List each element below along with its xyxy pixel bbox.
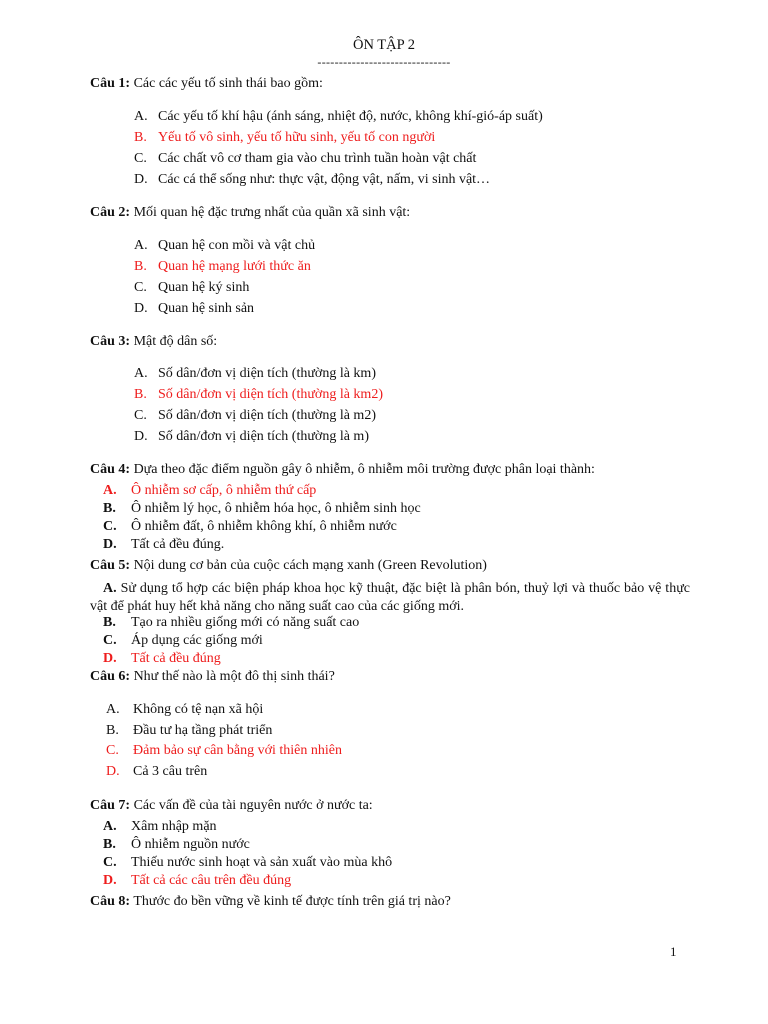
q3-option-a: A. Số dân/đơn vị diện tích (thường là km) — [134, 366, 376, 381]
q2-option-a: A. Quan hệ con mồi và vật chủ — [134, 238, 316, 253]
q3-option-b-answer: B. Số dân/đơn vị diện tích (thường là km2) — [134, 387, 383, 402]
q2-option-d: D. Quan hệ sinh sản — [134, 301, 255, 316]
question-text: Các vấn đề của tài nguyên nước ở nước ta: — [133, 798, 373, 813]
question-4 — [90, 462, 595, 478]
q6-option-a: A. Không có tệ nạn xã hội — [106, 702, 264, 717]
question-number: Câu 7: — [90, 798, 131, 813]
q7-option-c: C. Thiếu nước sinh hoạt và sản xuất vào mùa khô — [103, 855, 393, 870]
question-7 — [90, 798, 373, 814]
question-text: Nội dung cơ bản của cuộc cách mạng xanh (Green Revolution) — [133, 558, 487, 573]
q6-option-b: B. Đầu tư hạ tầng phát triển — [106, 723, 273, 738]
q4-option-a-answer: A. Ô nhiễm sơ cấp, ô nhiễm thứ cấp — [103, 483, 317, 498]
q5-option-d-answer: D. Tất cả đều đúng — [103, 651, 221, 666]
page-title: ÔN TẬP 2 — [352, 37, 416, 53]
question-number: Câu 2: — [90, 205, 131, 220]
q7-option-a: A. Xâm nhập mặn — [103, 819, 217, 834]
q5-option-c: C. Áp dụng các giống mới — [103, 633, 263, 648]
question-number: Câu 5: — [90, 558, 131, 573]
q6-option-d: D. Cả 3 câu trên — [106, 764, 208, 779]
question-text: Thước đo bền vững về kinh tế được tính trên giá trị nào? — [133, 894, 451, 909]
q1-option-d: D. Các cá thể sống như: thực vật, động vật, nấm, vi sinh vật… — [134, 172, 491, 187]
question-text: Mật độ dân số: — [133, 334, 218, 349]
question-2 — [90, 205, 410, 221]
question-number: Câu 3: — [90, 334, 131, 349]
q5-option-b: B. Tạo ra nhiều giống mới có năng suất cao — [103, 615, 360, 630]
page-number: 1 — [670, 944, 677, 959]
question-text: Mối quan hệ đặc trưng nhất của quần xã sinh vật: — [133, 205, 411, 220]
q1-option-c: C. Các chất vô cơ tham gia vào chu trình tuần hoàn vật chất — [134, 151, 477, 166]
q6-option-c-answer: C. Đảm bảo sự cân bằng với thiên nhiên — [106, 743, 342, 758]
question-number: Câu 1: — [90, 76, 131, 91]
q1-option-b-answer: B. Yếu tố vô sinh, yếu tố hữu sinh, yếu tố con người — [134, 130, 436, 145]
question-6 — [90, 669, 335, 685]
question-text: Dựa theo đặc điểm nguồn gây ô nhiễm, ô nhiễm môi trường được phân loại thành: — [133, 462, 595, 477]
question-3 — [90, 334, 217, 350]
question-1 — [90, 76, 323, 92]
q1-option-a: A. Các yếu tố khí hậu (ánh sáng, nhiệt độ, nước, không khí-gió-áp suất) — [134, 109, 543, 124]
question-number: Câu 4: — [90, 462, 131, 477]
q7-option-b: B. Ô nhiễm nguồn nước — [103, 837, 250, 852]
q4-option-d: D. Tất cả đều đúng. — [103, 537, 225, 552]
title-rule: ------------------------------- — [317, 55, 451, 69]
q3-option-d: D. Số dân/đơn vị diện tích (thường là m) — [134, 429, 369, 444]
question-number: Câu 8: — [90, 894, 131, 909]
question-5 — [90, 558, 487, 574]
question-text: Như thế nào là một đô thị sinh thái? — [133, 669, 335, 684]
question-number: Câu 6: — [90, 669, 131, 684]
q7-option-d-answer: D. Tất cả các câu trên đều đúng — [103, 873, 292, 888]
q2-option-c: C. Quan hệ ký sinh — [134, 280, 250, 295]
q3-option-c: C. Số dân/đơn vị diện tích (thường là m2) — [134, 408, 376, 423]
question-text: Các các yếu tố sinh thái bao gồm: — [133, 76, 323, 91]
question-8 — [90, 894, 451, 910]
q4-option-c: C. Ô nhiễm đất, ô nhiễm không khí, ô nhiễm nước — [103, 519, 397, 534]
q4-option-b: B. Ô nhiễm lý học, ô nhiễm hóa học, ô nhiễm sinh học — [103, 501, 421, 516]
q5-option-a: A. Sử dụng tổ hợp các biện pháp khoa học kỹ thuật, đặc biệt là phân bón, thuỷ lợi và thuốc bảo vệ thực vật để phát huy hết khả năng cho năng suất cao của các giống mới. — [90, 581, 690, 614]
q2-option-b-answer: B. Quan hệ mạng lưới thức ăn — [134, 259, 311, 274]
